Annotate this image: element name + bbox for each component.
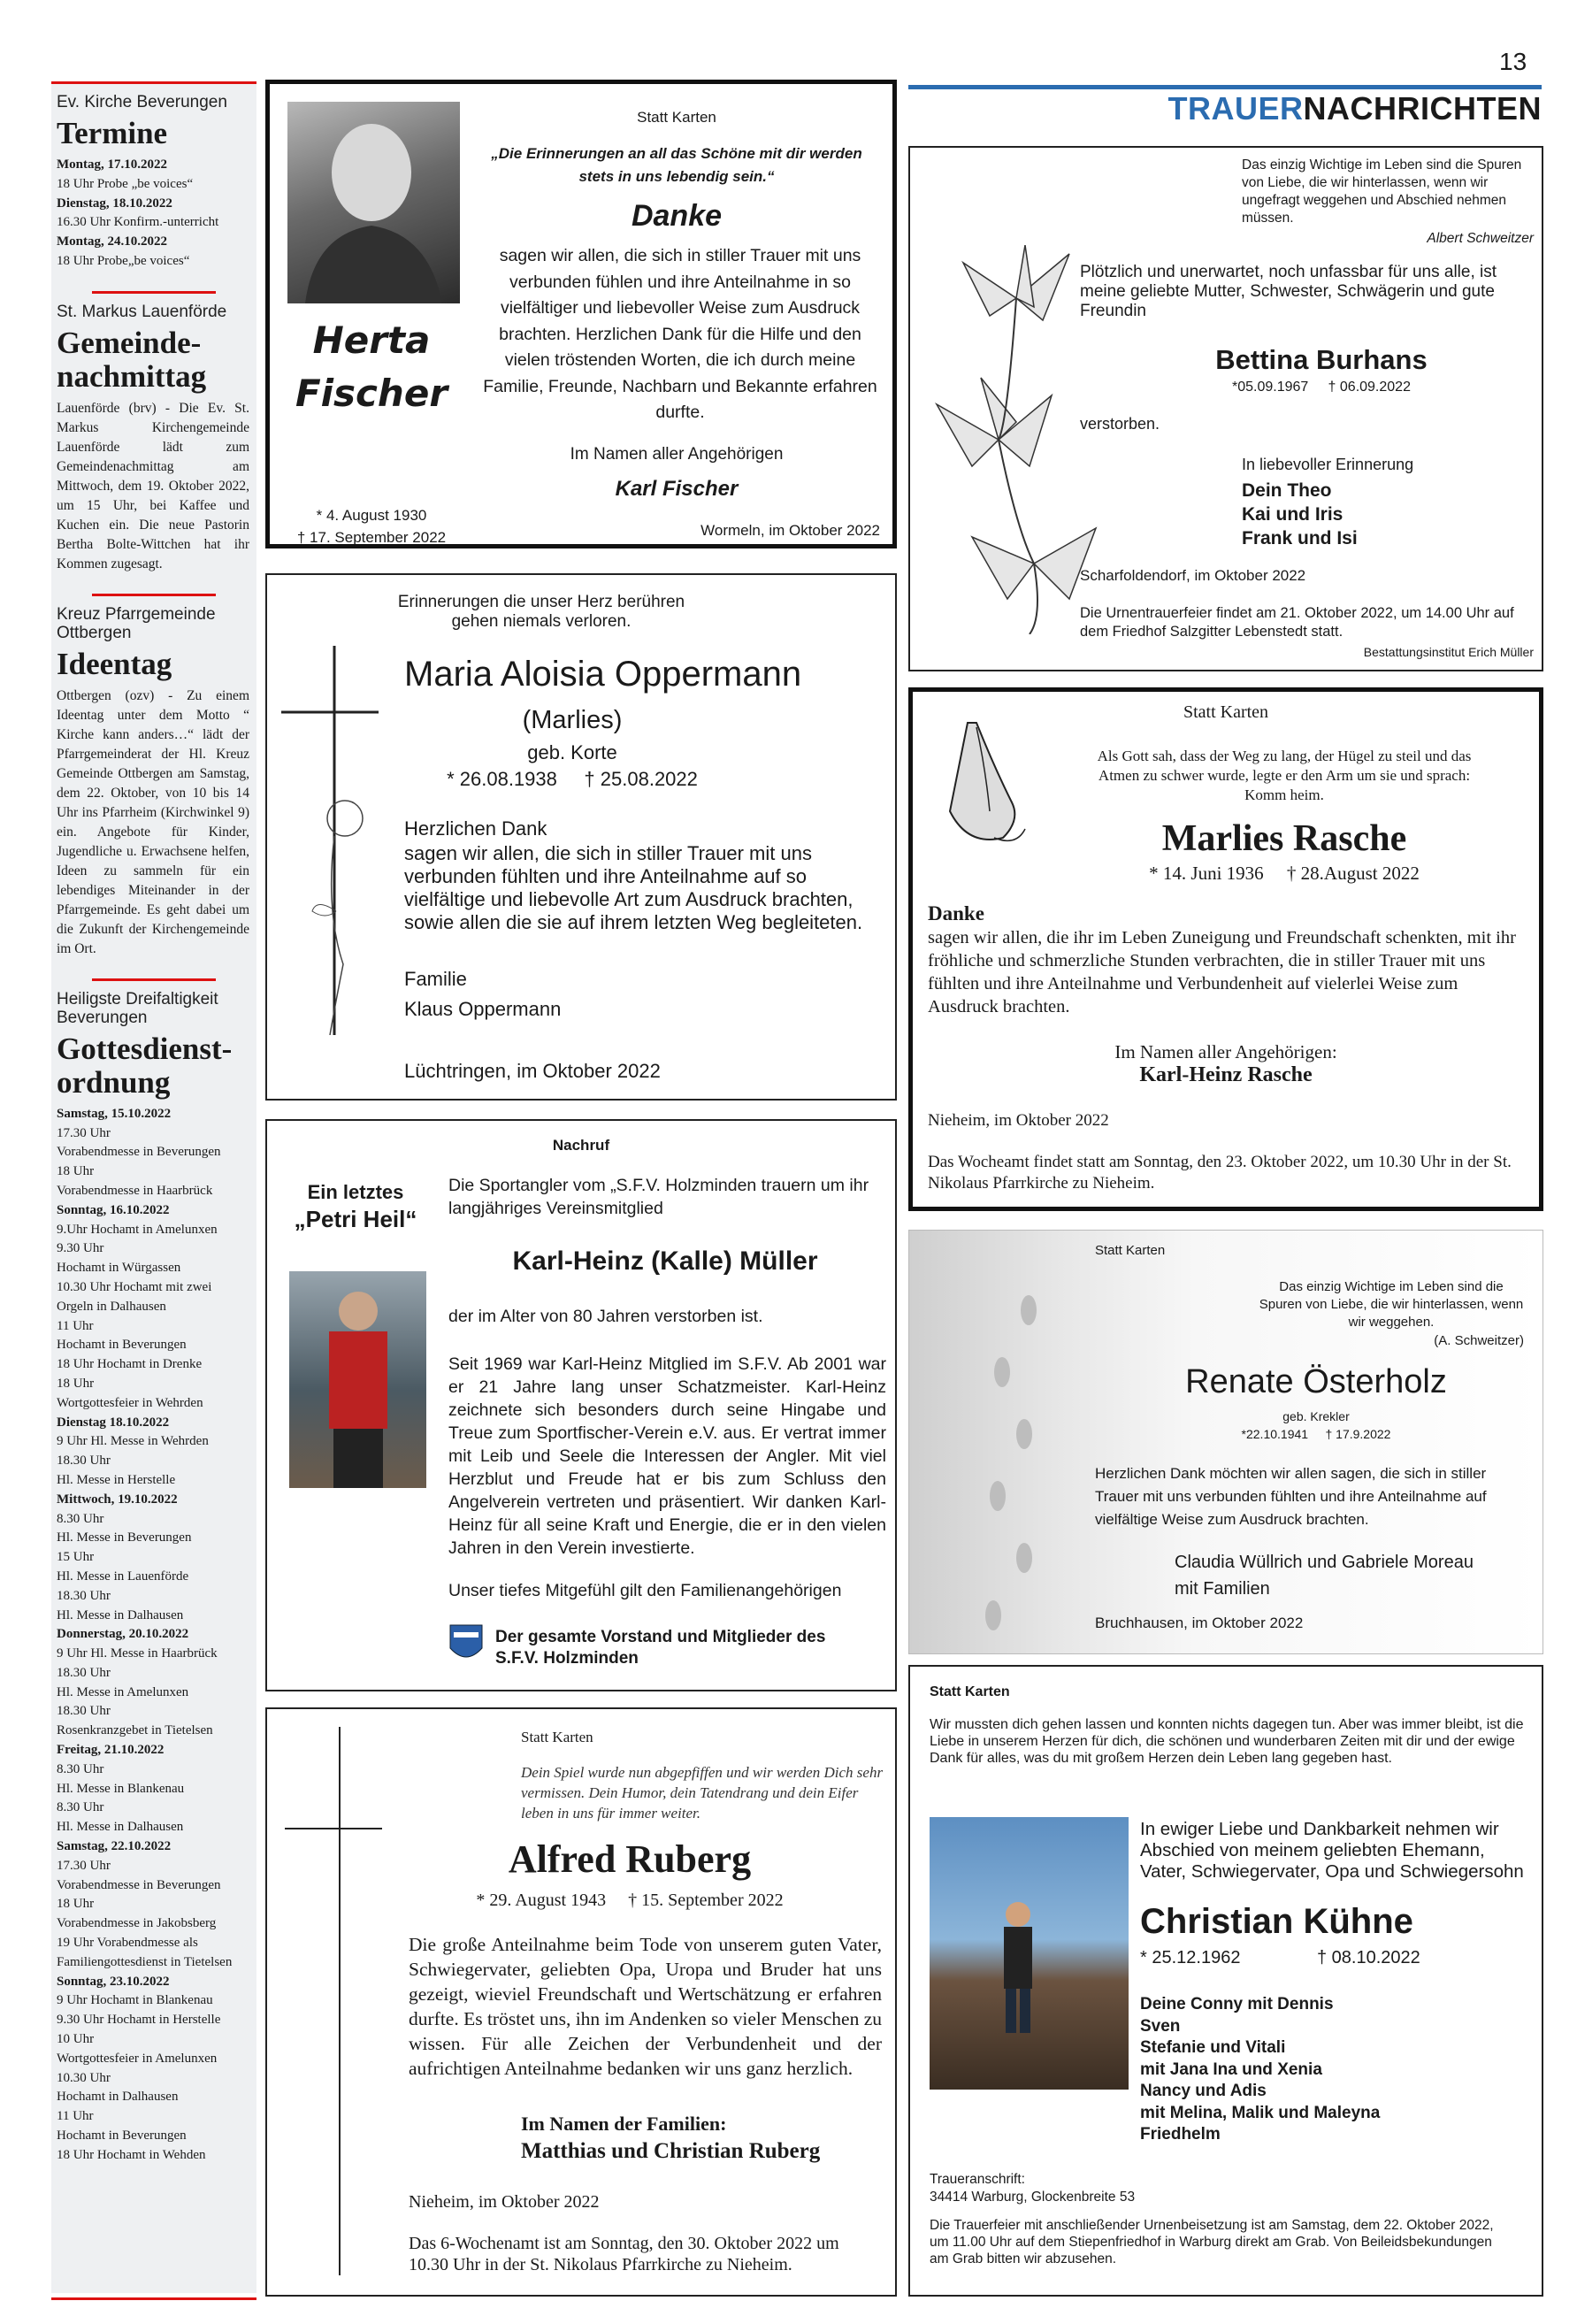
portrait-silhouette [287,102,460,303]
section-title: Gemeinde-nachmittag [57,325,207,394]
section-title-part1: TRAUER [1167,90,1304,127]
footprints-icon [945,1266,1068,1638]
club-logo [448,1623,484,1666]
portrait-photo [287,102,460,303]
list-item: 9 Uhr Hl. Messe in Haarbrück [57,1646,218,1661]
quote: Dein Spiel wurde nun abgepfiffen und wir werden Dich sehr vermissen. Dein Humor, dein Tatendrang und dein Eifer leben in uns für immer weiter. [521,1764,884,1822]
list-item: 18 Uhr [57,1164,95,1179]
quote: Als Gott sah, dass der Weg zu lang, der Hügel zu steil und das Atmen zu schwer wurde, legte er den Arm um sie und sprach: Komm heim. [1097,748,1472,803]
life-dates: * 29. August 1943 † 15. September 2022 [476,1891,784,1910]
section-header [908,85,1542,127]
petri-line: „Petri Heil“ [294,1206,417,1232]
family-member: Sven [1140,2016,1181,2036]
cross-icon [285,1727,382,2275]
list-date: Dienstag 18.10.2022 [57,1415,170,1430]
list-item: 18 Uhr Hochamt in Drenke [57,1357,203,1372]
list-date: Montag, 24.10.2022 [57,234,167,249]
list-date: Samstag, 15.10.2022 [57,1106,172,1121]
list-item: 18 Uhr Hochamt in Wehden [57,2147,206,2162]
article-text: Ottbergen (ozv) - Zu einem Ideentag unter dem Motto “ Kirche kann anders…“ lädt der Pfarrgemeinderat der Hl. Kreuz Gemeinde Ottbergen am Samstag, dem 22. Oktober, von 10 bis 14 Uhr ins Pfarrheim (Kirchwinkel 9) ein. Angebote für Kinder, Jugendliche u. Erwachsene helfen, Ideen zu sammeln für ein lebendiges Miteinander in der Pfarrgemeinde. Es geht dabei um die Zukunft der Kirchengemeinde im Ort. [57,687,249,956]
list-item: Hl. Messe in Dalhausen [57,1607,184,1622]
article-text: Lauenförde (brv) - Die Ev. St. Markus Kirchengemeinde Lauenförde lädt zum Gemeindenachmittag am Mittwoch, dem 19. Oktober 2022, um 15 Uhr, bei Kaffee und Kuchen ein. Die neue Pastorin Bertha Bolte-Wittchen hat ihr Kommen zugesagt. [57,400,249,571]
list-item: 15 Uhr [57,1550,95,1565]
list-item: 18.30 Uhr [57,1588,111,1603]
farewell-text: In ewiger Liebe und Dankbarkeit nehmen wir Abschied von meinem geliebten Ehemann, Vater, Schwiegervater, Opa und Schwiegersohn [1140,1819,1524,1882]
section-kicker: St. Markus Lauenförde [57,302,227,321]
family-member: mit Melina, Malik und Maleyna [1140,2103,1381,2122]
quote: „Die Erinnerungen an all das Schöne mit dir werden stets in uns lebendig sein.“ [491,145,862,185]
intro-text: Die Sportangler vom „S.F.V. Holzminden trauern um ihr langjähriges Vereinsmitglied [448,1176,869,1218]
family-line: Familie [404,968,467,990]
tribute-text: Seit 1969 war Karl-Heinz Mitglied im S.F.V. Ab 2001 war er 21 Jahre lang unser Schatzmeister. Karl-Heinz zeichnete sich besonders durch seine Hingabe und Treue zum Sportfischer-Verein e.V. aus. Er vertrat immer mit Leib und Seele die Interessen der Angler. Mit viel Herzblut und Freude hat er bis zum Schluss den Angelverein vertreten und präsentiert. Wir danken Karl-Heinz für all seine Kraft und Energie, die er in den vielen Jahren in den Verein investierte. [448,1354,886,1558]
family-member: Nancy und Adis [1140,2082,1267,2100]
mourner: Dein Theo [1242,480,1332,501]
signer: Claudia Wüllrich und Gabriele Moreau [1175,1553,1474,1572]
statt-karten: Statt Karten [1095,1243,1166,1258]
list-item: Hochamt in Würgassen [57,1261,181,1276]
life-dates: * 26.08.1938 † 25.08.2022 [447,768,698,790]
list-item: Hl. Messe in Dalhausen [57,1820,184,1835]
section-title-part2: NACHRICHTEN [1303,90,1542,127]
thanks-text: sagen wir allen, die ihr im Leben Zuneigung und Freundschaft schenkten, mit ihr fröhliche und schmerzliche Stunden verbrachten, die in stiller Trauer mit uns fühlten und ihre Anteilnahme und Verbundenheit auf vielerlei Weise zum Ausdruck brachten. [928,928,1516,1016]
mourners [1242,479,1534,550]
list-item: 17.30 Uhr [57,1858,111,1873]
service-list [57,1105,249,2166]
life-dates: * 14. Juni 1936 † 28.August 2022 [1149,863,1420,884]
mass-note: Das 6-Wochenamt ist am Sonntag, den 30. Oktober 2022 um 10.30 Uhr in der St. Nikolaus Pfarrkirche zu Nieheim. [409,2234,839,2274]
maiden-name: geb. Krekler [1282,1409,1350,1423]
place-date: Scharfoldendorf, im Oktober 2022 [1080,567,1306,584]
deceased-name: Christian Kühne [1140,1902,1413,1941]
ad-fischer [265,80,897,548]
list-item: Hl. Messe in Amelunxen [57,1684,189,1699]
signer: Karl Fischer [615,477,739,501]
deceased-name: Alfred Ruberg [508,1837,752,1881]
ad-mueller [265,1119,897,1691]
list-item: 16.30 Uhr Konfirm.-unterricht [57,215,219,230]
statt-karten: Statt Karten [930,1684,1010,1699]
club-signature: Der gesamte Vorstand und Mitglieder des S.F.V. Holzminden [495,1628,826,1668]
mass-note: Das Wocheamt findet statt am Sonntag, den 23. Oktober 2022, um 10.30 Uhr in der St. Nikolaus Pfarrkirche zu Nieheim. [928,1153,1512,1193]
list-item: 9 Uhr Hochamt in Blankenau [57,1993,213,2008]
section-title: Gottesdienst-ordnung [57,1031,233,1100]
man-on-roof-figure [930,1817,1129,2090]
club-shield-icon [448,1623,484,1666]
intro-quote: Erinnerungen die unser Herz berühren gehen niemals verloren. [397,593,685,631]
funeral-address [930,2171,1283,2206]
list-item: 18.30 Uhr [57,1453,111,1469]
thanks-text: sagen wir allen, die sich in stiller Trauer mit uns verbunden fühlten und ihre Anteilnahme auf so vielfältige und liebevolle Art zum Ausdruck brachten, sowie allen die sie auf ihrem letzten Weg begleiteten. [404,842,863,933]
section-title: Termine [57,116,168,150]
family-member: Deine Conny mit Dennis [1140,1995,1334,2013]
ad-burhans [908,146,1543,671]
life-dates [270,504,473,548]
sidebar [51,81,256,2293]
section-kicker: Heiligste Dreifaltigkeit Beverungen [57,989,218,1027]
list-item: 10 Uhr [57,2032,95,2047]
family-signature [404,964,882,1024]
signer: Matthias und Christian Ruberg [521,2139,821,2163]
ad-ruberg [265,1707,897,2297]
statt-karten: Statt Karten [637,109,716,126]
maiden-name: geb. Korte [527,741,617,763]
list-item: Wortgottesfeier in Wehrden [57,1395,203,1410]
place-date: Wormeln, im Oktober 2022 [700,522,880,539]
mourner: Kai und Iris [1242,504,1344,525]
ad-oppermann [265,573,897,1101]
list-item: Vorabendmesse in Haarbrück [57,1183,213,1198]
petri-line: Ein letztes [307,1181,404,1203]
event-list [57,156,249,272]
mourner: Frank und Isi [1242,528,1358,548]
namen-line: Im Namen der Familien: [521,2113,727,2135]
deceased-name: Marlies Rasche [1161,818,1407,859]
list-date: Montag, 17.10.2022 [57,157,167,172]
quote-author: (A. Schweitzer) [1434,1333,1524,1348]
signer: mit Familien [1175,1579,1270,1599]
namen-line: Im Namen aller Angehörigen [570,445,784,464]
page-number: 13 [1499,48,1527,75]
intro-text: Wir mussten dich gehen lassen und konnten nichts dagegen tun. Aber was immer bleibt, ist die Liebe in unserem Herzen für dich, die schönen und wunderbaren Zeiten mit dir und der ewige Dank für alles, was du mit großem Herzen dein Leben lang gegeben hast. [930,1717,1524,1766]
birth-date: * 4. August 1930 [316,507,427,524]
list-item: Wortgottesfeier in Amelunxen [57,2051,218,2066]
ad-rasche [908,687,1543,1211]
list-item: 18 Uhr Probe„be voices“ [57,253,190,268]
list-date: Freitag, 21.10.2022 [57,1743,165,1758]
club-logo-text [448,1669,484,1670]
namen-line: Im Namen aller Angehörigen: [1114,1041,1337,1062]
deceased-photo [930,1817,1129,2090]
place-date: Nieheim, im Oktober 2022 [928,1111,1109,1130]
condolence-text: Unser tiefes Mitgefühl gilt den Familienangehörigen [448,1581,842,1600]
statt-karten: Statt Karten [521,1729,593,1745]
list-item: 9 Uhr Hl. Messe in Wehrden [57,1434,209,1449]
nachruf-heading: Nachruf [552,1137,610,1154]
list-item: 19 Uhr Vorabendmesse als Familiengottesdienst in Tietelsen [57,1936,233,1969]
list-date: Sonntag, 23.10.2022 [57,1974,170,1989]
ad-kuehne [908,1665,1543,2297]
verstorben: verstorben. [1080,415,1160,433]
sidebar-bottom-rule [51,2297,256,2300]
praying-hands-icon [932,714,1030,855]
list-item: 11 Uhr [57,2109,94,2124]
list-item: 11 Uhr [57,1318,94,1333]
funeral-note: Die Urnentrauerfeier findet am 21. Oktober 2022, um 14.00 Uhr auf dem Friedhof Salzgitter Lebenstedt statt. [1080,605,1514,640]
family-line: Klaus Oppermann [404,998,562,1020]
deceased-name: Karl-Heinz (Kalle) Müller [512,1246,818,1276]
list-item: 10.30 Uhr [57,2070,111,2085]
last-name: Fischer [295,372,448,415]
list-item: 8.30 Uhr [57,1761,104,1776]
thanks-text: Die große Anteilnahme beim Tode von unserem guten Vater, Schwiegervater, geliebten Opa, Uropa und Bruder hat uns gezeigt, wieviel Freundschaft und Wertschätzung er erfahren durfte. Es tröstet uns, ihn im Andenken so vieler Menschen zu wissen. Für alle Zeichen der Verbundenheit und der aufrichtigen Anteilnahme bedanken wir uns ganz herzlich. [409,1934,883,2079]
list-item: 8.30 Uhr [57,1800,104,1815]
list-item: Rosenkranzgebet in Tietelsen [57,1723,213,1738]
address-label: Traueranschrift: [930,2172,1025,2187]
list-item: 18 Uhr Probe „be voices“ [57,176,194,191]
life-dates: *05.09.1967 † 06.09.2022 [1232,380,1411,395]
list-item: Orgeln in Dalhausen [57,1299,166,1314]
family-member: Stefanie und Vitali [1140,2038,1286,2057]
list-item: 9.30 Uhr Hochamt in Herstelle [57,2013,221,2028]
list-item: Hochamt in Dalhausen [57,2090,179,2105]
place-date: Nieheim, im Oktober 2022 [409,2192,600,2212]
cross-rose-icon [281,646,379,1035]
ad-oesterholz [908,1230,1543,1654]
family-member: Friedhelm [1140,2125,1221,2144]
list-item: 18 Uhr [57,1897,95,1912]
list-item: Hl. Messe in Lauenförde [57,1569,189,1584]
birth-date: * 25.12.1962 [1140,1948,1241,1967]
deceased-name: Maria Aloisia Oppermann [404,655,802,694]
list-item: Hochamt in Beverungen [57,2128,187,2144]
statt-karten: Statt Karten [1183,702,1269,722]
sidebar-section-gemeindenachmittag [51,294,256,574]
section-title: Ideentag [57,646,172,681]
list-item: 18.30 Uhr [57,1665,111,1680]
list-date: Sonntag, 16.10.2022 [57,1202,170,1217]
first-name: Herta [312,318,431,362]
death-date: † 08.10.2022 [1317,1948,1420,1967]
list-item: Hochamt in Beverungen [57,1338,187,1353]
quote: Das einzig Wichtige im Leben sind die Spuren von Liebe, die wir hinterlassen, wenn wir ungefragt weggehen und Abschied nehmen müssen. [1242,157,1522,226]
funeral-home: Bestattungsinstitut Erich Müller [1363,645,1534,659]
sidebar-section-gottesdienst [51,981,256,2166]
list-item: Hl. Messe in Beverungen [57,1530,192,1545]
intro-text: Plötzlich und unerwartet, noch unfassbar für uns alle, ist meine geliebte Mutter, Schwester, Schwägerin und gute Freundin [1080,263,1497,320]
angler-figure [289,1271,426,1488]
nickname: (Marlies) [522,706,623,734]
list-item: 18 Uhr [57,1376,95,1391]
section-kicker: Ev. Kirche Beverungen [57,93,227,111]
list-item: 17.30 Uhr [57,1125,111,1140]
thanks-text: sagen wir allen, die sich in stiller Trauer mit uns verbunden fühlen und ihre Anteilnahme in so vielfältiger und liebevoller Weise zum Ausdruck brachten. Herzlichen Dank für die Hilfe und den vielen tröstenden Worten, die ich durch meine Familie, Freunde, Nachbarn und Bekannte erfahren durfte. [483,246,877,422]
thanks-text: Herzlichen Dank möchten wir allen sagen, die sich in stiller Trauer mit uns verbunden fühlten und ihre Anteilnahme auf vielfältige Weise zum Ausdruck brachten. [1095,1465,1487,1528]
dank-heading: Herzlichen Dank [404,817,547,840]
section-title [1168,90,1543,127]
list-item: 10.30 Uhr Hochamt mit zwei [57,1279,212,1294]
list-date: Mittwoch, 19.10.2022 [57,1492,178,1507]
danke-heading: Danke [631,199,723,233]
list-item: Hl. Messe in Herstelle [57,1472,176,1487]
place-date: Lüchtringen, im Oktober 2022 [404,1060,661,1082]
list-item: Vorabendmesse in Beverungen [57,1145,221,1160]
list-item: Vorabendmesse in Beverungen [57,1877,221,1892]
address: 34414 Warburg, Glockenbreite 53 [930,2190,1136,2205]
signatures [1175,1549,1533,1602]
sidebar-section-ideentag [51,596,256,959]
list-item: Hl. Messe in Blankenau [57,1781,185,1796]
list-item: 9.Uhr Hochamt in Amelunxen [57,1222,218,1237]
danke-heading: Danke [928,902,984,924]
list-date: Samstag, 22.10.2022 [57,1839,172,1854]
deceased-name: Bettina Burhans [1215,344,1428,375]
funeral-note: Die Trauerfeier mit anschließender Urnenbeisetzung ist am Samstag, dem 22. Oktober 2022, um 11.00 Uhr auf dem Stiepenfriedhof in Warburg direkt am Grab. Von Beileidsbekundungen am Grab bitten wir abzusehen. [930,2218,1494,2266]
quote-author: Albert Schweitzer [1427,231,1534,246]
age-text: der im Alter von 80 Jahren verstorben ist. [448,1307,763,1326]
deceased-name: Renate Österholz [1185,1363,1447,1400]
list-item: 8.30 Uhr [57,1511,104,1526]
family-member: mit Jana Ina und Xenia [1140,2059,1322,2079]
section-kicker: Kreuz Pfarrgemeinde Ottbergen [57,604,216,642]
erinnerung-line: In liebevoller Erinnerung [1242,456,1414,473]
deceased-name [270,314,473,420]
quote: Das einzig Wichtige im Leben sind die Spuren von Liebe, die wir hinterlassen, wenn wir weggehen. [1259,1279,1524,1330]
sidebar-section-termine [51,84,256,272]
place-date: Bruchhausen, im Oktober 2022 [1095,1615,1304,1631]
life-dates: *22.10.1941 † 17.9.2022 [1241,1427,1391,1441]
list-date: Donnerstag, 20.10.2022 [57,1627,189,1642]
list-item: Vorabendmesse in Jakobsberg [57,1916,217,1931]
death-date: † 17. September 2022 [296,529,447,546]
petri-heil [267,1179,444,1232]
list-item: 9.30 Uhr [57,1241,104,1256]
signer: Karl-Heinz Rasche [1139,1063,1313,1086]
angler-photo [289,1271,426,1488]
header-rule [908,85,1542,89]
list-date: Dienstag, 18.10.2022 [57,196,172,211]
family-list [1140,1994,1534,2146]
list-item: 18.30 Uhr [57,1704,111,1719]
